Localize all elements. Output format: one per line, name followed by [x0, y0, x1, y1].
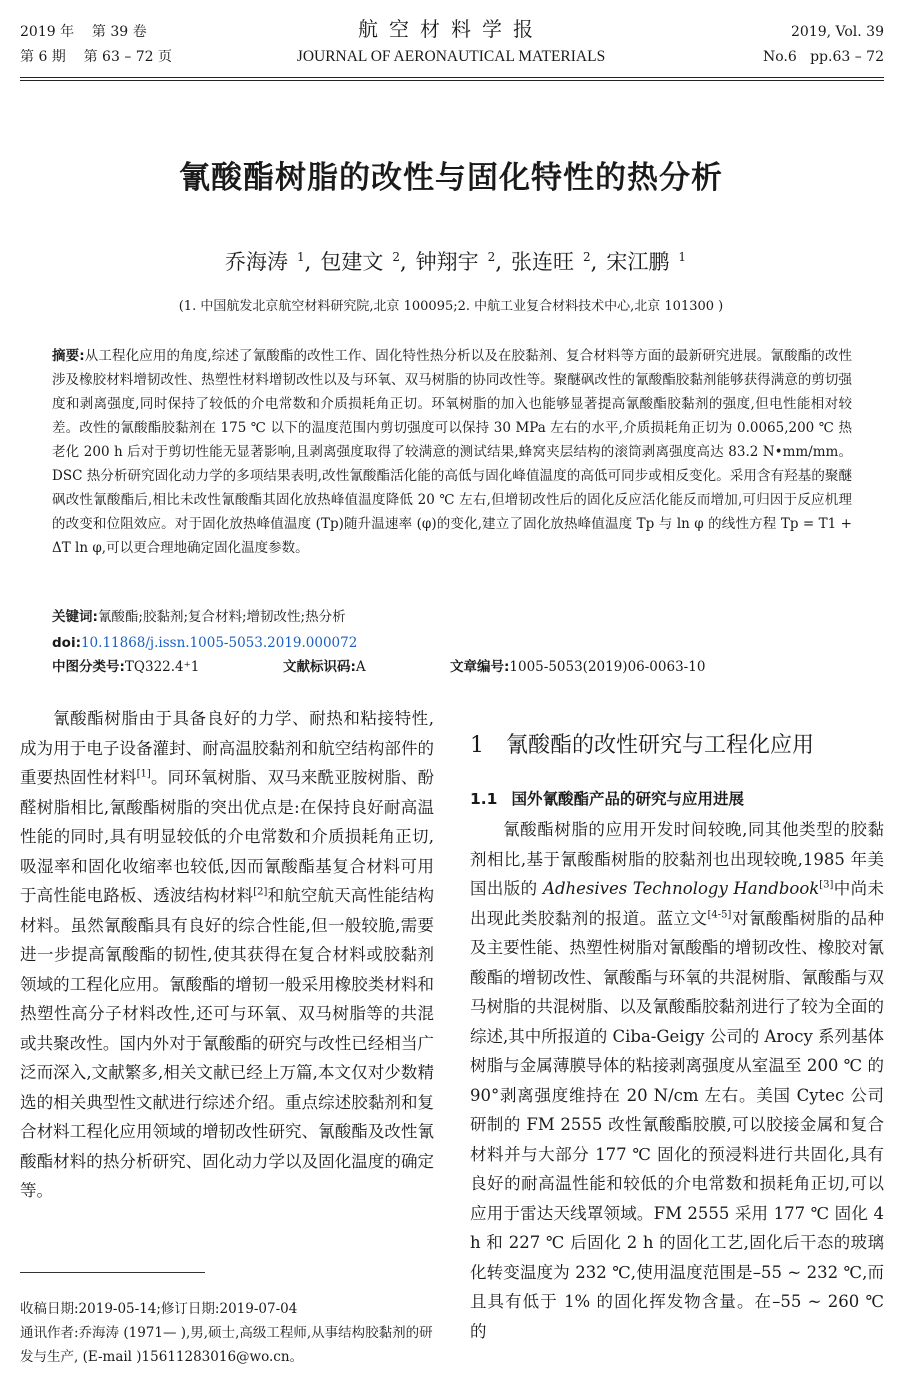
abstract-text: 从工程化应用的角度,综述了氰酸酯的改性工作、固化特性热分析以及在胶黏剂、复合材料等方面的最新研究进展。氰酸酯的改性涉及橡胶材料增韧改性、热塑性材料增韧改性以及与环氧、双马树脂的协同改性等。聚醚砜改性的氰酸酯胶黏剂能够获得满意的剪切强度和剥离强度,同时保持了较低的介电常数和介质损耗角正切。环氧树脂的加入也能够显著提高氰酸酯胶黏剂的强度,但电性能相对较差。改性的氰酸酯胶黏剂在 175 ℃ 以下的温度范围内剪切强度可以保持 30 MPa 左右的水平,介质损耗角正切为 0.0065,200 ℃ 热老化 200 h 后对于剪切性能无显著影响,且剥离强度取得了较满意的测试结果,蜂窝夹层结构的滚筒剥离强度高达 83.2 N•mm/mm。DSC 热分析研究固化动力学的多项结果表明,改性氰酸酯活化能的高低与固化峰值温度的高低可同步或相反变化。采用含有羟基的聚醚砜改性氰酸酯后,相比未改性氰酸酯其固化放热峰值温度降低 20 ℃ 左右,但增韧改性后的固化反应活化能反而增加,可归因于反应机理的改变和位阻效应。对于固化放热峰值温度 (Tp)随升温速率 (φ)的变化,建立了固化放热峰值温度 Tp 与 ln φ 的线性方程 Tp = T1 + ΔT ln φ,可以更合理地确定固化温度参数。 [52, 348, 852, 556]
header-rule-top [20, 77, 884, 78]
affiliations: (1. 中国航发北京航空材料研究院,北京 100095;2. 中航工业复合材料技术中心,北京 101300 ) [178, 299, 724, 314]
keywords-label: 关键词: [52, 609, 98, 625]
doi-label: doi: [52, 635, 81, 651]
footnote-author: 通讯作者:乔海涛 (1971— ),男,硕士,高级工程师,从事结构胶黏剂的研发与生产, (E-mail )15611283016@wo.cn。 [20, 1325, 433, 1365]
author-name: 张连旺 [511, 250, 574, 274]
header-year-volume: 2019 年 第 39 卷 [20, 24, 147, 40]
section-1-heading [470, 728, 814, 759]
footnote [20, 1297, 434, 1369]
footnote-rule [20, 1272, 205, 1273]
citation-2[interactable]: [2] [253, 886, 268, 898]
intro-text-2: 。同环氧树脂、双马来酰亚胺树脂、酚醛树脂相比,氰酸酯树脂的突出优点是:在保持良好耐高温性能的同时,具有明显较低的介电常数和介质损耗角正切,吸湿率和固化收缩率也较低,因而氰酸酯基复合材料可用于高性能电路板、透波结构材料 [20, 768, 435, 905]
classification-label: 中图分类号: [52, 659, 125, 675]
author-separator: , [304, 250, 312, 274]
author-list [0, 246, 902, 276]
author-separator: , [399, 250, 407, 274]
abstract-label: 摘要: [52, 348, 85, 364]
article-title: 氰酸酯树脂的改性与固化特性的热分析 [179, 160, 723, 196]
section-1-1-heading [470, 787, 744, 809]
section-1-1-number: 1.1 [470, 790, 498, 808]
keywords [52, 606, 346, 628]
author-name: 宋江鹏 [606, 250, 670, 274]
author-affiliation-mark: 1 [678, 250, 686, 264]
section-1-title: 氰酸酯的改性研究与工程化应用 [506, 733, 815, 758]
author-affiliation-mark: 2 [583, 250, 591, 264]
footnote-dates: 收稿日期:2019-05-14;修订日期:2019-07-04 [20, 1301, 298, 1317]
section-1-1-title: 国外氰酸酯产品的研究与应用进展 [511, 790, 744, 808]
document-code-value: A [355, 659, 366, 675]
article-number-value: 1005-5053(2019)06-0063-10 [509, 659, 706, 675]
body-column-left [20, 704, 434, 1206]
right-text-2: 中尚未出现此类胶黏剂的报道。蓝立文 [470, 879, 885, 928]
doi-link[interactable]: 10.11868/j.issn.1005-5053.2019.000072 [80, 635, 358, 651]
author-name: 钟翔宇 [415, 250, 479, 274]
journal-title-en: JOURNAL OF AERONAUTICAL MATERIALS [296, 48, 606, 65]
section-1-number: 1 [470, 733, 484, 758]
citation-3[interactable]: [3] [819, 879, 834, 891]
journal-title-cn: 航空材料学报 [358, 17, 544, 41]
intro-text-1: 氰酸酯树脂由于具备良好的力学、耐热和粘接特性,成为用于电子设备灌封、耐高温胶黏剂和航空结构部件的重要热固性材料 [20, 709, 434, 787]
header-volume-en: 2019, Vol. 39 [791, 24, 884, 40]
section-1-1-paragraph [470, 815, 884, 1346]
intro-paragraph [20, 704, 434, 1206]
article-number [450, 656, 705, 678]
header-right [763, 20, 884, 70]
header-issue-en: No.6 pp.63 – 72 [762, 49, 884, 65]
right-text-1: 氰酸酯树脂的应用开发时间较晚,同其他类型的胶黏剂相比,基于氰酸酯树脂的胶黏剂也出现较晚,1985 年美国出版的 [470, 820, 884, 898]
abstract [52, 344, 852, 560]
intro-text-3: 和航空航天高性能结构材料。虽然氰酸酯具有良好的综合性能,但一般较脆,需要进一步提高氰酸酯的韧性,使其获得在复合材料或胶黏剂领域的工程化应用。氰酸酯的增韧一般采用橡胶类材料和热塑性高分子材料改性,还可与环氧、双马树脂等的共混或共聚改性。国内外对于氰酸酯的研究与改性已经相当广泛而深入,文献繁多,相关文献已经上万篇,本文仅对少数精选的相关典型性文献进行综述介绍。重点综述胶黏剂和复合材料工程化应用领域的增韧改性研究、氰酸酯及改性氰酸酯材料的热分析研究、固化动力学以及固化温度的确定等。 [20, 886, 435, 1200]
doi [52, 632, 357, 654]
classification-value: TQ322.4⁺1 [124, 659, 200, 675]
author-affiliation-mark: 2 [487, 250, 496, 264]
document-code-label: 文献标识码: [283, 659, 356, 675]
author-affiliation-mark: 2 [392, 250, 400, 264]
book-title: Adhesives Technology Handbook [543, 879, 820, 898]
citation-4-5[interactable]: [4-5] [707, 909, 732, 920]
author-name: 乔海涛 [225, 250, 289, 274]
author-separator: , [495, 250, 502, 274]
author-separator: , [590, 250, 598, 274]
author-name: 包建文 [320, 250, 384, 274]
keywords-text: 氰酸酯;胶黏剂;复合材料;增韧改性;热分析 [97, 609, 346, 625]
right-text-3: 对氰酸酯树脂的品种及主要性能、热塑性树脂对氰酸酯的增韧改性、橡胶对氰酸酯的增韧改性、氰酸酯与环氧的共混树脂、氰酸酯与双马树脂的共混树脂、以及氰酸酯胶黏剂进行了较为全面的综述,其中所报道的 Ciba-Geigy 公司的 Arocy 系列基体树脂与金属薄膜导体的粘接剥离强度从室温至 200 ℃ 的 90°剥离强度维持在 20 N/cm 左右。美国 Cytec 公司研制的 FM 2555 改性氰酸酯胶膜,可以胶接金属和复合材料并与大部分 177 ℃ 固化的预浸料进行共固化,具有良好的耐高温性能和较低的介电常数和损耗角正切,可以应用于雷达天线罩领域。FM 2555 采用 177 ℃ 固化 4 h 和 227 ℃ 后固化 2 h 的固化工艺,固化后干态的玻璃化转变温度为 232 ℃,使用温度范围是–55 ~ 232 ℃,而且具有低于 1% 的固化挥发物含量。在–55 ~ 260 ℃ 的 [470, 908, 885, 1341]
document-code [283, 656, 366, 678]
body-column-right [470, 815, 884, 1346]
citation-1[interactable]: [1] [136, 768, 151, 780]
article-number-label: 文章编号: [450, 659, 510, 675]
header-issue-pages: 第 6 期 第 63 – 72 页 [20, 49, 173, 65]
author-affiliation-mark: 1 [297, 250, 305, 264]
classification-number [52, 656, 199, 678]
header-rule-bottom [20, 80, 884, 81]
